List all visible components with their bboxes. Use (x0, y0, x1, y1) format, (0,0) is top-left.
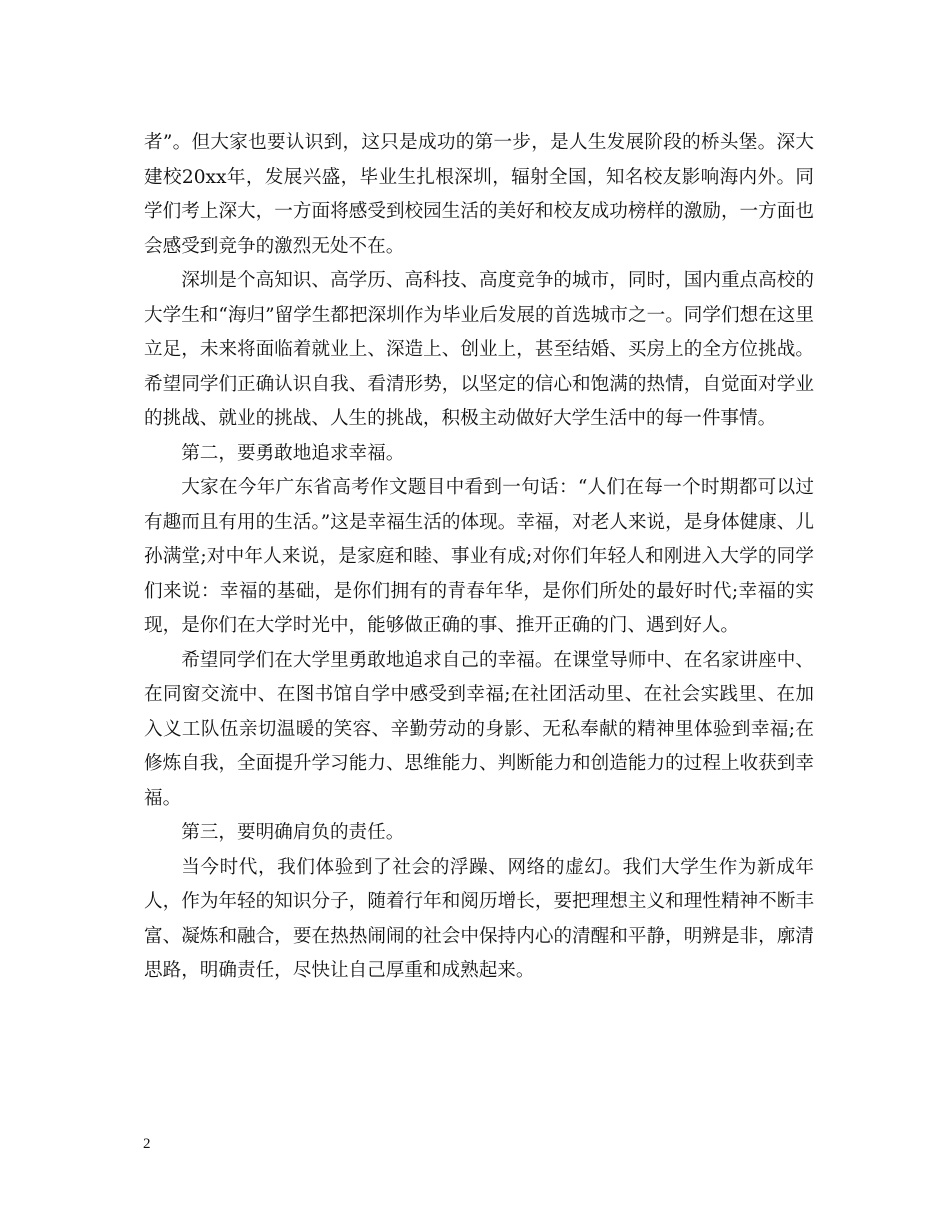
paragraph: 希望同学们在大学里勇敢地追求自己的幸福。在课堂导师中、在名家讲座中、在同窗交流中、在图书馆自学中感受到幸福;在社团活动里、在社会实践里、在加入义工队伍亲切温暖的笑容、辛勤劳动的身影、无私奉献的精神里体验到幸福;在修炼自我，全面提升学习能力、思维能力、判断能力和创造能力的过程上收获到幸福。 (144, 649, 814, 809)
section-heading-third: 第三，要明确肩负的责任。 (181, 822, 405, 843)
paragraph: 大家在今年广东省高考作文题目中看到一句话：“人们在每一个时期都可以过有趣而且有用的生活。”这是幸福生活的体现。幸福，对老人来说，是身体健康、儿孙满堂;对中年人来说，是家庭和睦、事业有成;对你们年轻人和刚进入大学的同学们来说：幸福的基础，是你们拥有的青春年华，是你们所处的最好时代;幸福的实现，是你们在大学时光中，能够做正确的事、推开正确的门、遇到好人。 (144, 477, 814, 636)
paragraph: 深圳是个高知识、高学历、高科技、高度竞争的城市，同时，国内重点高校的大学生和“海归”留学生都把深圳作为毕业后发展的首选城市之一。同学们想在这里立足，未来将面临着就业上、深造上、创业上，甚至结婚、买房上的全方位挑战。希望同学们正确认识自我、看清形势，以坚定的信心和饱满的热情，自觉面对学业的挑战、就业的挑战、人生的挑战，积极主动做好大学生活中的每一件事情。 (144, 270, 814, 429)
section-heading-second: 第二，要勇敢地追求幸福。 (181, 442, 405, 464)
paragraph: 当今时代，我们体验到了社会的浮躁、网络的虚幻。我们大学生作为新成年人，作为年轻的知识分子，随着行年和阅历增长，要把理想主义和理性精神不断丰富、凝炼和融合，要在热热闹闹的社会中保持内心的清醒和平静，明辨是非，廓清思路，明确责任，尽快让自己厚重和成熟起来。 (144, 856, 814, 981)
body-text (144, 126, 814, 989)
page-number: 2 (143, 1136, 151, 1152)
paragraph-continuation: 者”。但大家也要认识到，这只是成功的第一步，是人生发展阶段的桥头堡。深大建校20xx年，发展兴盛，毕业生扎根深圳，辐射全国，知名校友影响海内外。同学们考上深大，一方面将感受到校园生活的美好和校友成功榜样的激励，一方面也会感受到竞争的激烈无处不在。 (144, 132, 814, 257)
